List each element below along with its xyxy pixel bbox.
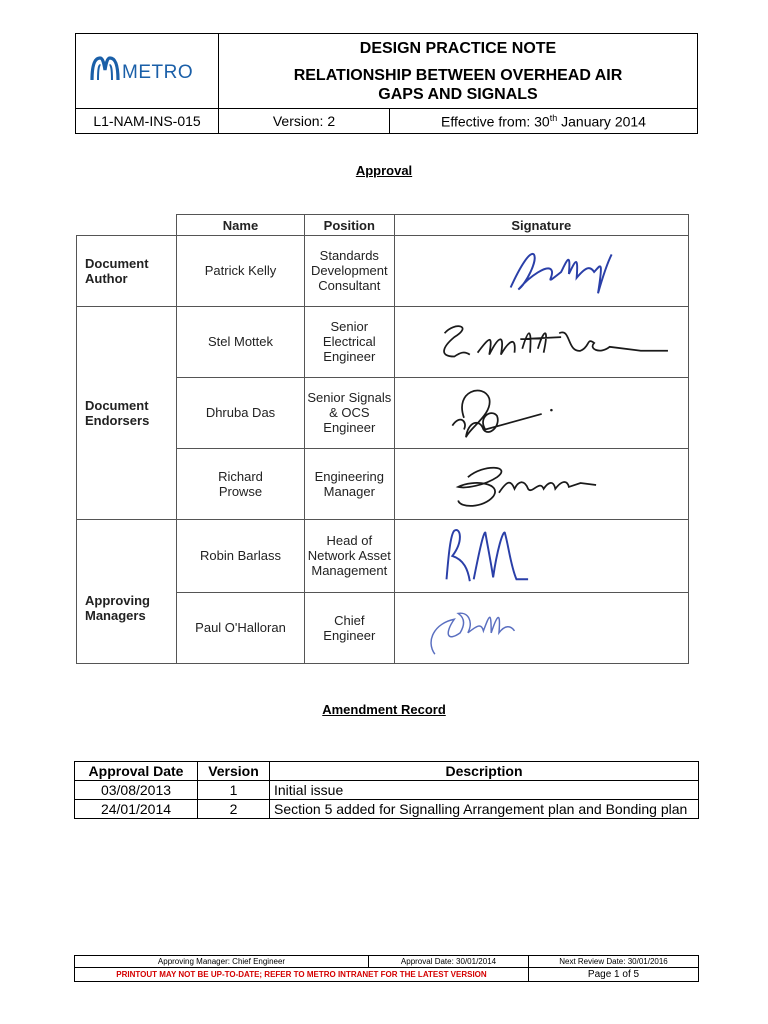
doc-id: L1-NAM-INS-015 <box>76 109 219 134</box>
doc-type: DESIGN PRACTICE NOTE <box>359 39 557 57</box>
col-version: Version <box>198 762 270 781</box>
footer-page-number: Page 1 of 5 <box>529 968 699 982</box>
group-document-author: Document Author <box>77 236 177 307</box>
col-approval-date: Approval Date <box>75 762 198 781</box>
signer-name: Paul O'Halloran <box>177 592 305 663</box>
signature-prowse <box>394 448 688 519</box>
approval-header-row <box>77 215 689 236</box>
signature-das <box>394 377 688 448</box>
group-document-endorsers: Document Endorsers <box>77 306 177 519</box>
table-row <box>77 236 689 307</box>
metro-logo-icon <box>88 54 206 84</box>
signature-image <box>396 450 687 518</box>
amendment-description: Section 5 added for Signalling Arrangement plan and Bonding plan <box>270 800 699 819</box>
amendment-header-row <box>75 762 699 781</box>
table-row <box>77 306 689 377</box>
col-position: Position <box>305 215 395 236</box>
signer-position: Senior Signals & OCS Engineer <box>305 377 395 448</box>
signer-name: Stel Mottek <box>177 306 305 377</box>
signer-position: Standards Development Consultant <box>305 236 395 307</box>
footer-approval-date: Approval Date: 30/01/2014 <box>369 956 529 968</box>
approval-heading: Approval <box>355 163 413 178</box>
effective-date: Effective from: 30th January 2014 <box>390 109 698 134</box>
title-cell <box>219 34 698 109</box>
approval-table <box>76 214 689 664</box>
signer-name: Robin Barlass <box>177 519 305 592</box>
amendment-date: 03/08/2013 <box>75 781 198 800</box>
logo-text: METRO <box>122 61 194 83</box>
signature-image <box>396 308 687 376</box>
table-row <box>75 781 699 800</box>
group-approving-managers: Approving Managers <box>77 519 177 663</box>
signature-ohalloran <box>394 592 688 663</box>
doc-version: Version: 2 <box>219 109 390 134</box>
col-description: Description <box>270 762 699 781</box>
document-header <box>75 33 698 134</box>
amendment-date: 24/01/2014 <box>75 800 198 819</box>
logo-cell <box>76 34 219 109</box>
col-signature: Signature <box>394 215 688 236</box>
table-row <box>77 519 689 592</box>
signer-name: Richard Prowse <box>177 448 305 519</box>
signer-name: Dhruba Das <box>177 377 305 448</box>
amendment-version: 2 <box>198 800 270 819</box>
footer-approving-manager: Approving Manager: Chief Engineer <box>75 956 369 968</box>
footer-next-review: Next Review Date: 30/01/2016 <box>529 956 699 968</box>
signer-position: Head of Network Asset Management <box>305 519 395 592</box>
signer-name: Patrick Kelly <box>177 236 305 307</box>
amendment-description: Initial issue <box>270 781 699 800</box>
table-row <box>75 800 699 819</box>
signer-position: Chief Engineer <box>305 592 395 663</box>
signature-image <box>396 237 687 305</box>
page-footer <box>74 955 699 982</box>
signature-mottek <box>394 306 688 377</box>
signature-image <box>396 521 687 591</box>
signature-barlass <box>394 519 688 592</box>
signer-position: Engineering Manager <box>305 448 395 519</box>
amendment-table <box>74 761 699 819</box>
footer-warning: PRINTOUT MAY NOT BE UP-TO-DATE; REFER TO METRO INTRANET FOR THE LATEST VERSION <box>75 968 529 982</box>
amendment-version: 1 <box>198 781 270 800</box>
amendment-heading: Amendment Record <box>322 702 446 717</box>
signature-image <box>396 594 687 662</box>
col-name: Name <box>177 215 305 236</box>
signature-kelly <box>394 236 688 307</box>
signer-position: Senior Electrical Engineer <box>305 306 395 377</box>
signature-image <box>396 379 687 447</box>
doc-title: RELATIONSHIP BETWEEN OVERHEAD AIR GAPS AND SIGNALS <box>293 66 623 103</box>
